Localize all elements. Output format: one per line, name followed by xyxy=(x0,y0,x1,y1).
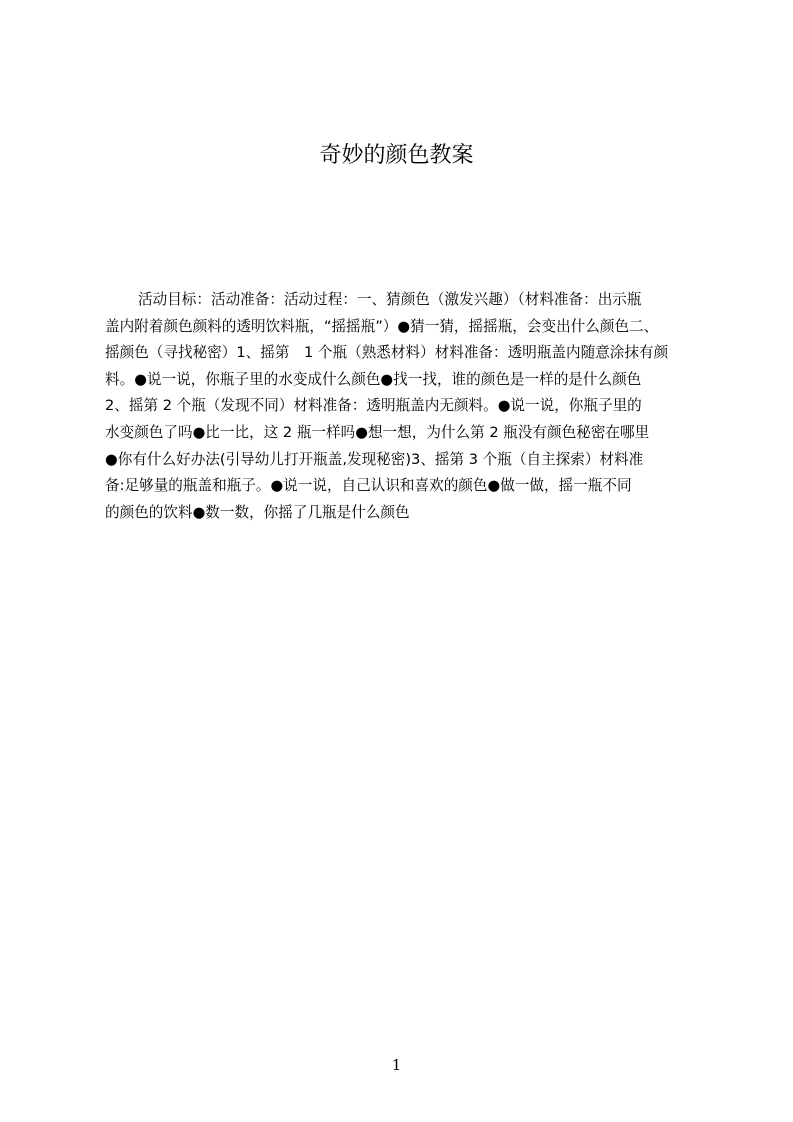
body-line: 摇颜色（寻找秘密）1、摇第 1 个瓶（熟悉材料）材料准备：透明瓶盖内随意涂抹有颜 xyxy=(105,344,669,362)
body-line: ●你有什么好办法(引导幼儿打开瓶盖,发现秘密)3、摇第 3 个瓶（自主探索）材料准 xyxy=(105,450,644,468)
document-title: 奇妙的颜色教案 xyxy=(319,143,474,168)
page-number: 1 xyxy=(391,1056,402,1074)
body-line: 盖内附着颜色颜料的透明饮料瓶，“摇摇瓶”）●猜一猜，摇摇瓶，会变出什么颜色二、 xyxy=(105,317,659,335)
body-line: 2、摇第 2 个瓶（发现不同）材料准备：透明瓶盖内无颜料。●说一说，你瓶子里的 xyxy=(105,397,642,415)
body-line: 水变颜色了吗●比一比，这 2 瓶一样吗●想一想，为什么第 2 瓶没有颜色秘密在哪里 xyxy=(105,423,650,441)
body-line: 活动目标：活动准备：活动过程：一、猜颜色（激发兴趣）（材料准备：出示瓶 xyxy=(138,291,642,308)
body-line: 料。●说一说，你瓶子里的水变成什么颜色●找一找，谁的颜色是一样的是什么颜色 xyxy=(105,370,642,388)
document-body xyxy=(105,287,698,526)
body-line: 备:足够量的瓶盖和瓶子。●说一说，自己认识和喜欢的颜色●做一做，摇一瓶不同 xyxy=(105,477,632,495)
body-line: 的颜色的饮料●数一数，你摇了几瓶是什么颜色 xyxy=(105,503,410,521)
